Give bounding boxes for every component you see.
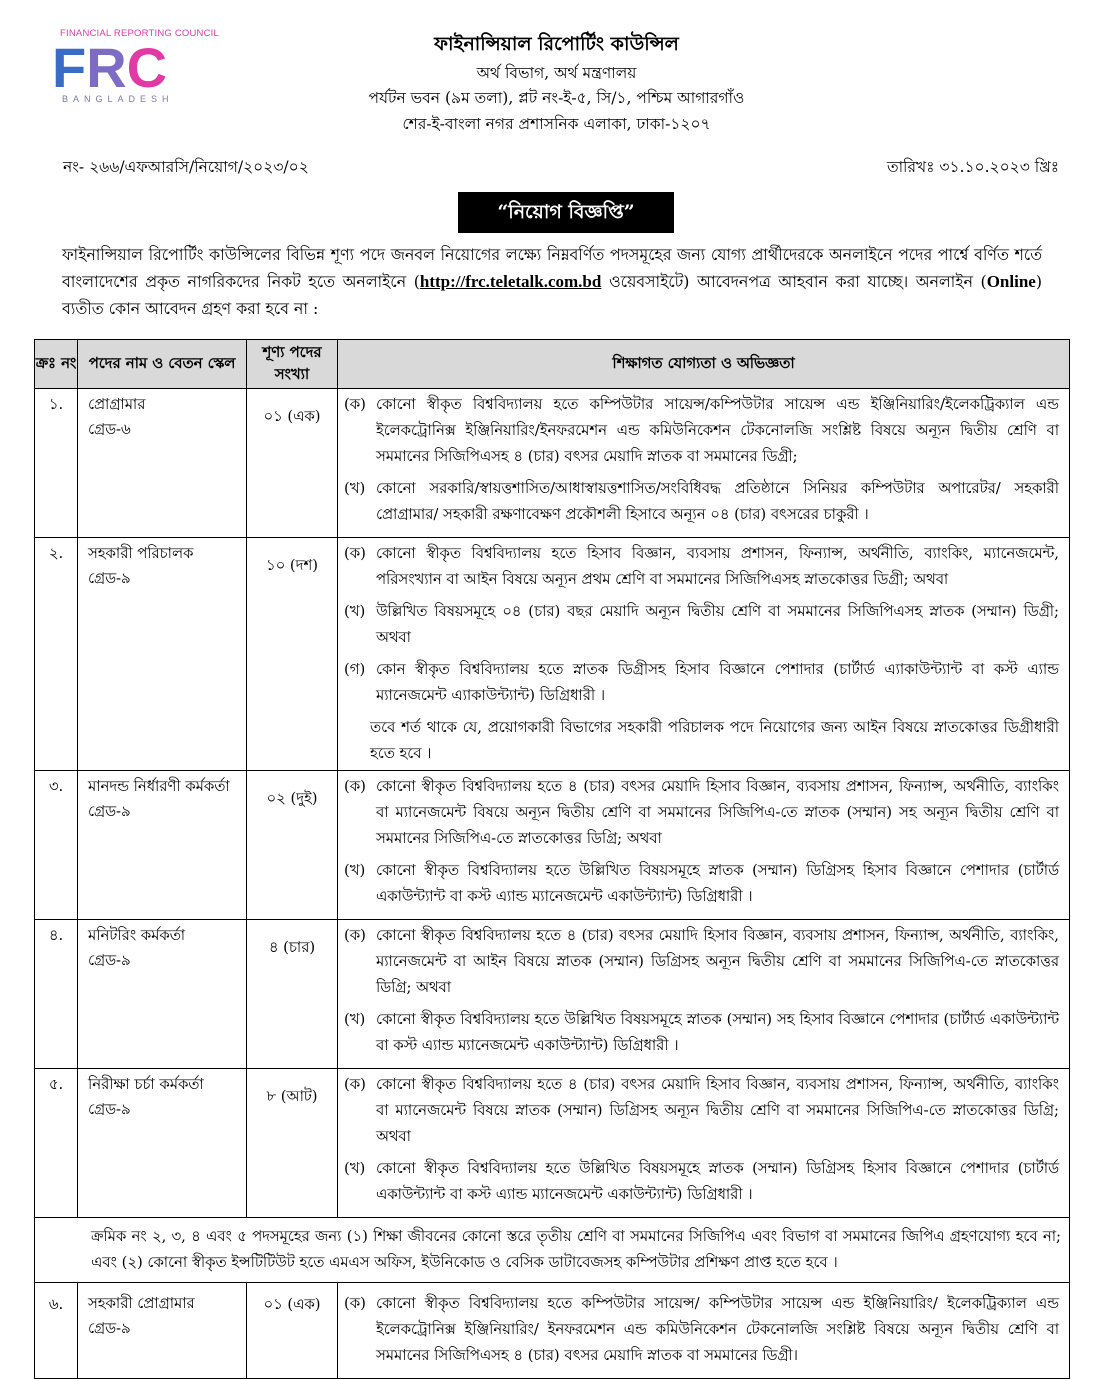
post-name: মানদন্ড নির্ধারণী কর্মকর্তা (88, 778, 230, 795)
qualification-item (344, 1156, 1059, 1208)
row-sl: ২. (35, 538, 78, 771)
row-sl: ৫. (35, 1069, 78, 1218)
qualification-text: কোনো স্বীকৃত বিশ্ববিদ্যালয় হতে ৪ (চার) বৎসর মেয়াদি হিসাব বিজ্ঞান, ব্যবসায় প্রশাসন, ফিন্যান্স, অর্থনীতি, ব্যাংকিং বা ম্যানেজমেন্ট বিষয়ে স্নাতক (সম্মান) ডিগ্রিসহ অন্যূন দ্বিতীয় শ্রেণি বা সমমানের সিজিপিএ-তে স্নাতকোত্তর ডিগ্রি; অথবা (376, 1076, 1059, 1145)
qualification-label: (ক) (344, 927, 366, 944)
row-count: ৮ (আট) (247, 1069, 338, 1218)
qualification-label: (ক) (344, 778, 366, 795)
logo-top-text: FINANCIAL REPORTING COUNCIL (60, 28, 220, 39)
post-grade: গ্রেড-৯ (88, 1320, 131, 1337)
table-row (35, 771, 1070, 920)
qualification-text: কোনো স্বীকৃত বিশ্ববিদ্যালয় হতে কম্পিউটার সায়েন্স/কম্পিউটার সায়েন্স এন্ড ইঞ্জিনিয়ারিং/ইলেকট্রিক্যাল এন্ড ইলেকট্রোনিক্স ইঞ্জিনিয়ারিং/ইনফরমেশন এন্ড কমিউনিকেশন টেকনোলজি সংশ্লিষ্ট বিষয়ে অন্যূন দ্বিতীয় শ্রেণি বা সমমানের সিজিপিএসহ ৪ (চার) বৎসর মেয়াদি স্নাতক বা সমমানের ডিগ্রী; (376, 396, 1059, 465)
qualification-label: (গ) (344, 661, 366, 678)
qualification-label: (ক) (344, 545, 366, 562)
row-post (78, 920, 247, 1069)
post-grade: গ্রেড-৯ (88, 570, 131, 587)
qualification-item (344, 392, 1059, 470)
post-name: মনিটরিং কর্মকর্তা (88, 927, 186, 944)
post-name: নিরীক্ষা চর্চা কর্মকর্তা (88, 1076, 204, 1093)
table-row (35, 389, 1070, 538)
qualification-item (344, 476, 1059, 528)
post-grade: গ্রেড-৯ (88, 952, 131, 969)
qualification-item (344, 1072, 1059, 1150)
ministry: অর্থ বিভাগ, অর্থ মন্ত্রণালয় (476, 64, 637, 82)
qualification-text: কোনো সরকারি/স্বায়ত্তশাসিত/আধাস্বায়ত্তশাসিত/সংবিধিবদ্ধ প্রতিষ্ঠানে সিনিয়র কম্পিউটার অপারেটর/ সহকারী প্রোগ্রামার/ সহকারী রক্ষণাবেক্ষণ প্রকৌশলী হিসাবে অন্যূন ০৪ (চার) বৎসরের চাকুরী । (376, 480, 1059, 523)
qualification-item (344, 858, 1059, 910)
table-row (35, 920, 1070, 1069)
vacancy-table (34, 339, 1070, 1379)
qualification-text: কোনো স্বীকৃত বিশ্ববিদ্যালয় হতে হিসাব বিজ্ঞান, ব্যবসায় প্রশাসন, ফিন্যান্স, অর্থনীতি, ব্যাংকিং, ম্যানেজমেন্ট, পরিসংখ্যান বা আইন বিষয়ে অন্যূন প্রথম শ্রেণি বা সমমানের সিজিপিএসহ স্নাতকোত্তর ডিগ্রী; অথবা (376, 545, 1059, 588)
qualification-item (344, 1291, 1059, 1369)
intro-paragraph (62, 241, 1042, 322)
row-count: ১০ (দশ) (247, 538, 338, 771)
row-sl: ৪. (35, 920, 78, 1069)
row-count: ০২ (দুই) (247, 771, 338, 920)
post-grade: গ্রেড-৯ (88, 1101, 131, 1118)
memo-number: নং- ২৬৬/এফআরসি/নিয়োগ/২০২৩/০২ (63, 158, 309, 176)
notice-date: তারিখঃ ৩১.১০.২০২৩ খ্রিঃ (886, 158, 1059, 176)
address-line-2: শের-ই-বাংলা নগর প্রশাসনিক এলাকা, ঢাকা-১২০৭ (402, 115, 711, 133)
qualification-text: কোনো স্বীকৃত বিশ্ববিদ্যালয় হতে ৪ (চার) বৎসর মেয়াদি হিসাব বিজ্ঞান, ব্যবসায় প্রশাসন, ফিন্যান্স, অর্থনীতি, ব্যাংকিং, ম্যানেজমেন্ট বা আইন বিষয়ে স্নাতক (সম্মান) ডিগ্রিসহ অন্যূন দ্বিতীয় শ্রেণি বা সমমানের সিজিপিএ-তে স্নাতকোত্তর ডিগ্রি; অথবা (376, 927, 1059, 996)
qualification-text: কোনো স্বীকৃত বিশ্ববিদ্যালয় হতে উল্লিখিত বিষয়সমূহে স্নাতক (সম্মান) ডিগ্রিসহ হিসাব বিজ্ঞানে পেশাদার (চার্টার্ড একাউন্ট্যান্ট বা কস্ট এ্যান্ড ম্যানেজমেন্ট একাউন্ট্যান্ট) ডিগ্রিধারী । (376, 862, 1059, 905)
qualification-label: (খ) (344, 603, 366, 620)
row-qualification (338, 389, 1070, 538)
qualification-item (344, 774, 1059, 852)
table-header-row (35, 340, 1070, 389)
post-name: সহকারী প্রোগ্রামার (88, 1295, 195, 1312)
row-qualification (338, 1069, 1070, 1218)
address-line-1: পর্যটন ভবন (৯ম তলা), প্লট নং-ই-৫, সি/১, পশ্চিম আগারগাঁও (368, 89, 745, 107)
table-note-row (35, 1218, 1070, 1283)
row-qualification (338, 1283, 1070, 1379)
qualification-label: (খ) (344, 862, 366, 879)
post-name: সহকারী পরিচালক (88, 545, 194, 562)
notice-title: “নিয়োগ বিজ্ঞপ্তি” (458, 192, 674, 233)
qualification-text: উল্লিখিত বিষয়সমূহে ০৪ (চার) বছর মেয়াদি অন্যূন দ্বিতীয় শ্রেণি বা সমমানের সিজিপিএসহ স্নাতক (সম্মান) ডিগ্রী; অথবা (376, 603, 1059, 646)
qualification-item (344, 599, 1059, 651)
qualification-label: (খ) (344, 1011, 366, 1028)
post-grade: গ্রেড-৯ (88, 803, 131, 820)
row-post (78, 771, 247, 920)
row-post (78, 1283, 247, 1379)
logo-letter-c: C (126, 36, 168, 99)
intro-text-1: ফাইনান্সিয়াল রিপোর্টিং কাউন্সিলের বিভিন্ন শূণ্য পদে জনবল নিয়োগের লক্ষ্যে নিম্নবর্ণিত পদসমূহের জন্য যোগ্য প্রার্থীদেরকে অনলাইনে পদের পার্শ্বে বর্ণিত শর্তে বাংলাদেশের প্রকৃত নাগরিকদের নিকট হতে অনলাইনে ( (62, 245, 1042, 291)
qualification-text: কোনো স্বীকৃত বিশ্ববিদ্যালয় হতে উল্লিখিত বিষয়সমূহে স্নাতক (সম্মান) ডিগ্রিসহ হিসাব বিজ্ঞানে পেশাদার (চার্টার্ড একাউন্ট্যান্ট বা কস্ট এ্যান্ড ম্যানেজমেন্ট একাউন্ট্যান্ট) ডিগ্রিধারী । (376, 1160, 1059, 1203)
qualification-label: (ক) (344, 1076, 366, 1093)
header-post: পদের নাম ও বেতন স্কেল (78, 340, 247, 389)
table-row (35, 1283, 1070, 1379)
row-sl: ৩. (35, 771, 78, 920)
header-sl: ক্রঃ নং (35, 340, 78, 389)
row-qualification (338, 538, 1070, 771)
header-count: শূণ্য পদের সংখ্যা (247, 340, 338, 389)
row-count: ০১ (এক) (247, 1283, 338, 1379)
qualification-item (344, 541, 1059, 593)
row-post (78, 1069, 247, 1218)
qualification-text: কোনো স্বীকৃত বিশ্ববিদ্যালয় হতে উল্লিখিত বিষয়সমূহে স্নাতক (সম্মান) সহ হিসাব বিজ্ঞানে পেশাদার (চার্টার্ড একাউন্ট্যান্ট বা কস্ট এ্যান্ড ম্যানেজমেন্ট একাউন্ট্যান্ট) ডিগ্রিধারী । (376, 1011, 1059, 1054)
org-name: ফাইনান্সিয়াল রিপোর্টিং কাউন্সিল (434, 33, 679, 55)
row-post (78, 389, 247, 538)
row-count: ০১ (এক) (247, 389, 338, 538)
logo-bottom-text: BANGLADESH (62, 94, 174, 104)
qualification-label: (ক) (344, 1295, 366, 1312)
row-qualification (338, 771, 1070, 920)
intro-text-2: ওয়েবসাইটে) আবেদনপত্র আহবান করা যাচ্ছে। অনলাইন ( (601, 272, 987, 291)
logo-letter-r: R (86, 36, 127, 99)
post-name: প্রোগ্রামার (88, 396, 146, 413)
row-qualification (338, 920, 1070, 1069)
table-note (35, 1218, 1070, 1283)
qualification-item (344, 657, 1059, 709)
qualification-condition: তবে শর্ত থাকে যে, প্রয়োগকারী বিভাগের সহকারী পরিচালক পদে নিয়োগের জন্য আইন বিষয়ে স্নাতকোত্তর ডিগ্রীধারী হতে হবে । (370, 719, 1059, 762)
application-url-link[interactable]: http://frc.teletalk.com.bd (419, 272, 602, 291)
row-sl: ১. (35, 389, 78, 538)
qualification-label: (খ) (344, 1160, 366, 1177)
row-post (78, 538, 247, 771)
qualification-item (344, 1007, 1059, 1059)
table-note-text: ক্রমিক নং ২, ৩, ৪ এবং ৫ পদসমূহের জন্য (১) শিক্ষা জীবনের কোনো স্তরে তৃতীয় শ্রেণি বা সমমানের সিজিপিএ এবং বিভাগ বা সমমানের জিপিএ গ্রহণযোগ্য হবে না; এবং (২) কোনো স্বীকৃত ইন্সটিটিউট হতে এমএস অফিস, ইউনিকোড ও বেসিক ডাটাবেজসহ কম্পিউটার প্রশিক্ষণ প্রাপ্ত হতে হবে । (91, 1228, 1061, 1271)
logo-letter-f: F (52, 36, 87, 99)
table-row (35, 538, 1070, 771)
qualification-label: (খ) (344, 480, 366, 497)
qualification-item (344, 923, 1059, 1001)
row-sl: ৬. (35, 1283, 78, 1379)
table-row (35, 1069, 1070, 1218)
qualification-label: (ক) (344, 396, 366, 413)
qualification-text: কোনো স্বীকৃত বিশ্ববিদ্যালয় হতে কম্পিউটার সায়েন্স/ কম্পিউটার সায়েন্স এন্ড ইঞ্জিনিয়ারিং/ ইলেকট্রিক্যাল এন্ড ইলেকট্রোনিক্স ইঞ্জিনিয়ারিং/ ইনফরমেশন এন্ড কমিউনিকেশন টেকনোলজি সংশ্লিষ্ট বিষয়ে অন্যূন দ্বিতীয় শ্রেণি বা সমমানের সিজিপিএসহ ৪ (চার) বৎসর মেয়াদি স্নাতক বা সমমানের ডিগ্রী। (376, 1295, 1059, 1364)
qualification-text: কোন স্বীকৃত বিশ্ববিদ্যালয় হতে স্নাতক ডিগ্রীসহ হিসাব বিজ্ঞানে পেশাদার (চার্টার্ড এ্যাকাউন্ট্যান্ট বা কস্ট এ্যান্ড ম্যানেজমেন্ট এ্যাকাউন্ট্যান্ট) ডিগ্রিধারী । (376, 661, 1059, 704)
header-qualification: শিক্ষাগত যোগ্যতা ও অভিজ্ঞতা (338, 340, 1070, 389)
qualification-text: কোনো স্বীকৃত বিশ্ববিদ্যালয় হতে ৪ (চার) বৎসর মেয়াদি হিসাব বিজ্ঞান, ব্যবসায় প্রশাসন, ফিন্যান্স, অর্থনীতি, ব্যাংকিং বা ম্যানেজমেন্ট বিষয়ে অন্যূন দ্বিতীয় শ্রেণি বা সমমানের সিজিপিএ-তে স্নাতক (সম্মান) সহ অন্যূন দ্বিতীয় শ্রেণি বা সমমানের সিজিপিএ-তে স্নাতকোত্তর ডিগ্রি; অথবা (376, 778, 1059, 847)
online-word: Online (986, 272, 1036, 291)
row-count: ৪ (চার) (247, 920, 338, 1069)
post-grade: গ্রেড-৬ (88, 421, 131, 438)
intro-text-3: ) ব্যতীত কোন আবেদন গ্রহণ করা হবে না : (62, 272, 1042, 318)
